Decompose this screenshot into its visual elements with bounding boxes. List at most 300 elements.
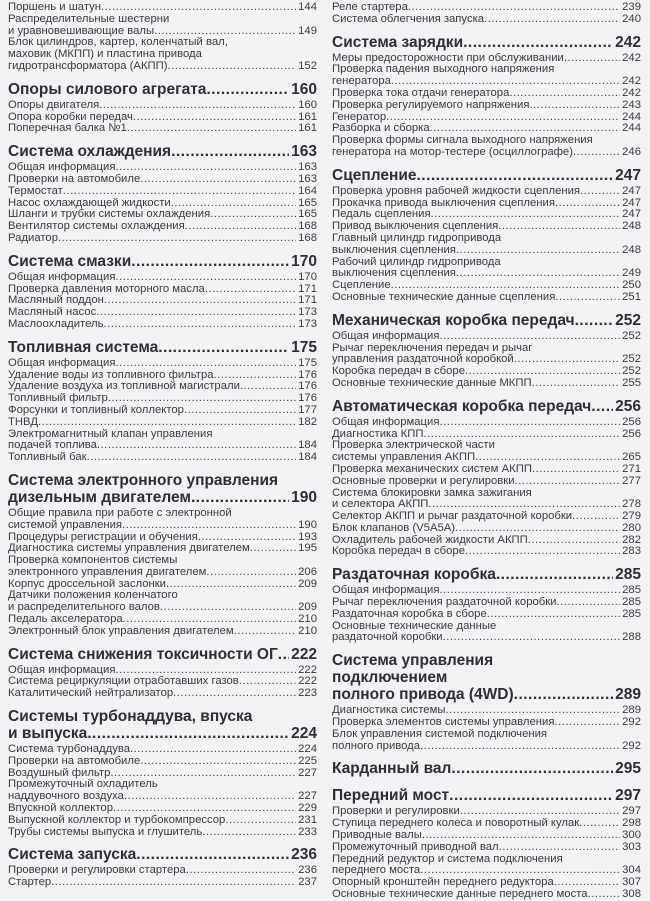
section-heading[interactable] <box>332 32 641 53</box>
toc-entry[interactable] <box>8 2 317 14</box>
entry-title: Распределительные шестерни и уравновешивающие валы ..... <box>8 14 169 37</box>
entry-title: Общая информация ..... <box>8 358 115 369</box>
toc-entry[interactable] <box>8 272 317 284</box>
toc-entry[interactable] <box>8 186 317 198</box>
entry-title: Опоры двигателя ..... <box>8 100 99 111</box>
entry-title: Главный цилиндр гидропривода выключения сцепления ..... <box>332 233 501 256</box>
toc-entry[interactable] <box>8 429 317 453</box>
entry-page-number: 244 <box>622 123 641 135</box>
entry-title: Насос охлаждающей жидкости ..... <box>8 198 171 209</box>
toc-entry[interactable] <box>8 614 317 626</box>
entry-title: Селектор АКПП и рычаг раздаточной коробки ..... <box>332 511 572 522</box>
section-title: Топливная система ..... <box>8 339 158 356</box>
entry-title: Сцепление ..... <box>332 280 391 291</box>
section-heading[interactable] <box>332 564 641 585</box>
section-page-number: 175 <box>291 338 317 356</box>
entry-title: Основные технические данные сцепления ..... <box>332 292 555 303</box>
toc-entry[interactable] <box>8 162 317 174</box>
entry-page-number: 210 <box>298 625 317 637</box>
entry-page-number: 182 <box>298 416 317 428</box>
entry-page-number: 246 <box>622 145 641 158</box>
toc-entry[interactable] <box>332 546 641 558</box>
toc-entry[interactable] <box>332 233 641 257</box>
section-heading[interactable] <box>8 844 317 865</box>
section-title: Система управления подключением полного привода (4WD) ..... <box>332 652 514 703</box>
entry-title: Проверка уровня рабочей жидкости сцепления ..... <box>332 186 580 197</box>
section-page-number: 297 <box>615 787 641 805</box>
toc-entry[interactable] <box>332 523 641 535</box>
entry-title: Электромагнитный клапан управления подачей топлива ..... <box>8 429 212 452</box>
toc-entry[interactable] <box>8 123 317 135</box>
entry-title: Приводные валы ..... <box>332 830 422 841</box>
toc-entry[interactable] <box>332 366 641 378</box>
entry-title: Удаление воды из топливного фильтра ..... <box>8 370 214 381</box>
toc-entry[interactable] <box>332 343 641 367</box>
entry-page-number: 252 <box>622 366 641 378</box>
toc-entry[interactable] <box>8 198 317 210</box>
entry-title: Масляный насос ..... <box>8 307 96 318</box>
toc-section <box>8 2 317 73</box>
toc-entry[interactable] <box>332 705 641 717</box>
entry-page-number: 223 <box>298 688 317 700</box>
section-page-number: 256 <box>615 397 641 415</box>
toc-entry[interactable] <box>332 609 641 621</box>
section-page-number: 170 <box>291 252 317 270</box>
toc-entry[interactable] <box>8 827 317 839</box>
toc-entry[interactable] <box>8 626 317 638</box>
entry-page-number: 285 <box>622 608 641 620</box>
toc-entry[interactable] <box>332 597 641 609</box>
entry-page-number: 176 <box>298 393 317 405</box>
entry-title: Ступица переднего колеса и поворотный кулак ..... <box>332 818 579 829</box>
toc-entry[interactable] <box>332 842 641 854</box>
toc-entry[interactable] <box>332 877 641 889</box>
entry-page-number: 252 <box>622 353 641 366</box>
toc-section <box>332 650 641 752</box>
entry-page-number: 285 <box>622 585 641 597</box>
entry-page-number: 240 <box>622 13 641 25</box>
toc-entry[interactable] <box>8 688 317 700</box>
entry-page-number: 249 <box>622 267 641 280</box>
section-heading[interactable] <box>332 758 641 779</box>
entry-page-number: 184 <box>298 452 317 464</box>
entry-page-number: 308 <box>622 889 641 901</box>
entry-page-number: 248 <box>622 243 641 256</box>
toc-entry[interactable] <box>8 112 317 124</box>
toc-section <box>8 706 317 838</box>
entry-title: Основные технические данные МКПП ..... <box>332 378 532 389</box>
entry-title: Впускной коллектор ..... <box>8 803 113 814</box>
entry-page-number: 173 <box>298 318 317 330</box>
toc-entry[interactable] <box>332 123 641 135</box>
toc-entry[interactable] <box>332 331 641 343</box>
toc-section <box>8 644 317 700</box>
section-heading[interactable] <box>8 141 317 162</box>
toc-entry[interactable] <box>8 233 317 245</box>
toc-entry[interactable] <box>8 452 317 464</box>
entry-page-number: 242 <box>622 75 641 88</box>
entry-title: Меры предосторожности при обслуживании ..... <box>332 53 564 64</box>
section-page-number: 224 <box>291 725 317 743</box>
entry-page-number: 250 <box>622 280 641 292</box>
entry-title: Система блокировки замка зажигания и селектора АКПП ..... <box>332 488 532 511</box>
toc-entry[interactable] <box>332 14 641 26</box>
entry-page-number: 171 <box>298 295 317 307</box>
section-page-number: 242 <box>615 33 641 51</box>
toc-entry[interactable] <box>332 100 641 112</box>
section-title: Опоры силового агрегата ..... <box>8 81 206 98</box>
entry-page-number: 209 <box>298 578 317 590</box>
toc-entry[interactable] <box>332 257 641 281</box>
entry-title: Проверка механических систем АКПП ..... <box>332 464 532 475</box>
toc-entry[interactable] <box>8 319 317 331</box>
toc-entry[interactable] <box>8 221 317 233</box>
toc-entry[interactable] <box>332 112 641 124</box>
entry-page-number: 280 <box>622 522 641 534</box>
entry-title: Проверка падения выходного напряжения генератора ..... <box>332 64 554 87</box>
entry-page-number: 160 <box>298 99 317 111</box>
entry-title: Система рециркуляции отработавших газов ..... <box>8 676 239 687</box>
entry-page-number: 144 <box>298 2 317 13</box>
entry-page-number: 236 <box>298 865 317 877</box>
toc-entry[interactable] <box>8 768 317 780</box>
toc-column-right <box>332 2 641 901</box>
entry-title: Термостат ..... <box>8 186 63 197</box>
entry-page-number: 173 <box>298 307 317 319</box>
toc-entry[interactable] <box>332 535 641 547</box>
entry-page-number: 168 <box>298 221 317 233</box>
entry-title: Генератор ..... <box>332 112 386 123</box>
section-heading[interactable] <box>332 650 641 705</box>
toc-entry[interactable] <box>8 381 317 393</box>
entry-page-number: 206 <box>298 565 317 578</box>
section-page-number: 163 <box>291 143 317 161</box>
section-heading[interactable] <box>8 337 317 358</box>
entry-title: Передний редуктор и система подключения переднего моста ..... <box>332 854 563 877</box>
entry-page-number: 298 <box>622 818 641 830</box>
toc-entry[interactable] <box>8 865 317 877</box>
entry-page-number: 175 <box>298 357 317 369</box>
toc-entry[interactable] <box>332 64 641 88</box>
section-page-number: 236 <box>291 846 317 864</box>
entry-page-number: 176 <box>298 369 317 381</box>
entry-page-number: 161 <box>298 123 317 135</box>
entry-title: Вентилятор системы охлаждения ..... <box>8 221 185 232</box>
section-page-number: 222 <box>291 645 317 663</box>
toc-entry[interactable] <box>8 543 317 555</box>
toc-entry[interactable] <box>332 830 641 842</box>
toc-section <box>332 165 641 304</box>
toc-entry[interactable] <box>332 186 641 198</box>
entry-page-number: 190 <box>298 518 317 531</box>
toc-section <box>8 251 317 331</box>
entry-title: Реле стартера ..... <box>332 2 408 13</box>
toc-entry[interactable] <box>332 476 641 488</box>
entry-page-number: 255 <box>622 377 641 389</box>
entry-page-number: 244 <box>622 111 641 123</box>
entry-title: Топливный бак ..... <box>8 452 87 463</box>
section-page-number: 252 <box>615 311 641 329</box>
toc-entry[interactable] <box>8 307 317 319</box>
toc-entry[interactable] <box>332 621 641 645</box>
entry-page-number: 247 <box>622 185 641 197</box>
entry-page-number: 251 <box>622 291 641 303</box>
entry-page-number: 233 <box>298 826 317 838</box>
entry-page-number: 304 <box>622 864 641 877</box>
entry-page-number: 224 <box>298 744 317 756</box>
toc-entry[interactable] <box>332 889 641 901</box>
entry-page-number: 222 <box>298 676 317 688</box>
section-heading[interactable] <box>8 251 317 272</box>
section-heading[interactable] <box>8 706 317 744</box>
entry-page-number: 289 <box>622 705 641 717</box>
entry-page-number: 177 <box>298 404 317 416</box>
entry-page-number: 285 <box>622 597 641 609</box>
toc-entry[interactable] <box>332 464 641 476</box>
toc-entry[interactable] <box>332 488 641 512</box>
toc-entry[interactable] <box>8 508 317 532</box>
entry-page-number: 300 <box>622 830 641 842</box>
entry-title: Разборка и сборка ..... <box>332 123 430 134</box>
entry-title: Проверка элементов системы управления ..... <box>332 717 554 728</box>
toc-entry[interactable] <box>332 717 641 729</box>
toc-entry[interactable] <box>8 284 317 296</box>
entry-title: Раздаточная коробка в сборе ..... <box>332 609 487 620</box>
entry-title: Проверка электрической части системы управления АКПП ..... <box>332 440 495 463</box>
toc-entry[interactable] <box>8 877 317 889</box>
entry-page-number: 277 <box>622 475 641 487</box>
section-title: Система запуска ..... <box>8 846 136 863</box>
entry-title: Трубы системы выпуска и глушитель ..... <box>8 827 202 838</box>
entry-title: Система турбонаддува ..... <box>8 744 130 755</box>
section-heading[interactable] <box>8 79 317 100</box>
toc-entry[interactable] <box>8 665 317 677</box>
entry-page-number: 165 <box>298 209 317 221</box>
toc-entry[interactable] <box>8 209 317 221</box>
entry-title: Основные технические данные переднего моста ..... <box>332 889 588 900</box>
toc-entry[interactable] <box>332 440 641 464</box>
toc-section <box>332 564 641 644</box>
toc-entry[interactable] <box>332 53 641 65</box>
toc-entry[interactable] <box>8 14 317 38</box>
toc-section <box>332 2 641 26</box>
toc-entry[interactable] <box>8 779 317 803</box>
toc-entry[interactable] <box>332 135 641 159</box>
toc-entry[interactable] <box>332 2 641 14</box>
entry-page-number: 243 <box>622 99 641 111</box>
entry-title: Прокачка привода выключения сцепления ..... <box>332 198 555 209</box>
section-page-number: 285 <box>615 566 641 584</box>
entry-page-number: 227 <box>298 790 317 803</box>
toc-entry[interactable] <box>332 417 641 429</box>
toc-entry[interactable] <box>8 358 317 370</box>
section-page-number: 289 <box>615 686 641 704</box>
section-page-number: 247 <box>615 166 641 184</box>
entry-page-number: 164 <box>298 185 317 197</box>
entry-title: Проверка формы сигнала выходного напряжения генератора на мотор-тестере (осциллографе) ..... <box>332 135 593 158</box>
section-heading[interactable] <box>332 396 641 417</box>
toc-entry[interactable] <box>8 37 317 72</box>
toc-entry[interactable] <box>332 88 641 100</box>
section-heading[interactable] <box>8 644 317 665</box>
entry-title: Процедуры регистрации и обучения ..... <box>8 532 198 543</box>
toc-entry[interactable] <box>332 854 641 878</box>
toc-section <box>8 141 317 245</box>
toc-entry[interactable] <box>332 209 641 221</box>
toc-column-left <box>8 2 317 889</box>
section-title: Автоматическая коробка передач ..... <box>332 398 591 415</box>
toc-section <box>332 32 641 159</box>
toc-entry[interactable] <box>8 590 317 614</box>
entry-title: Рабочий цилиндр гидропривода выключения сцепления ..... <box>332 257 501 280</box>
entry-title: Промежуточный приводной вал ..... <box>332 842 499 853</box>
toc-entry[interactable] <box>332 511 641 523</box>
toc-entry[interactable] <box>332 198 641 210</box>
entry-page-number: 171 <box>298 283 317 295</box>
entry-title: Опорный кронштейн переднего редуктора ..... <box>332 877 554 888</box>
entry-page-number: 168 <box>298 232 317 244</box>
toc-entry[interactable] <box>332 378 641 390</box>
section-title: Сцепление ..... <box>332 167 416 184</box>
toc-entry[interactable] <box>8 555 317 579</box>
entry-page-number: 292 <box>622 717 641 729</box>
entry-page-number: 209 <box>298 601 317 614</box>
entry-page-number: 288 <box>622 631 641 644</box>
entry-page-number: 252 <box>622 330 641 342</box>
toc-entry[interactable] <box>8 756 317 768</box>
entry-title: Поперечная балка №1 ..... <box>8 123 127 134</box>
entry-title: Проверки на автомобиле ..... <box>8 756 140 767</box>
section-title: Карданный вал ..... <box>332 760 451 777</box>
entry-page-number: 242 <box>622 87 641 99</box>
entry-page-number: 247 <box>622 209 641 221</box>
entry-title: Система облегчения запуска ..... <box>332 14 484 25</box>
toc-entry[interactable] <box>8 815 317 827</box>
entry-title: Педаль акселератора ..... <box>8 614 123 625</box>
section-heading[interactable] <box>332 310 641 331</box>
entry-page-number: 282 <box>622 534 641 546</box>
entry-page-number: 193 <box>298 531 317 543</box>
section-page-number: 160 <box>291 80 317 98</box>
toc-entry[interactable] <box>8 744 317 756</box>
entry-page-number: 278 <box>622 498 641 511</box>
section-title: Передний мост ..... <box>332 787 449 804</box>
entry-page-number: 239 <box>622 2 641 13</box>
toc-entry[interactable] <box>8 532 317 544</box>
entry-page-number: 184 <box>298 439 317 452</box>
entry-page-number: 297 <box>622 806 641 818</box>
entry-title: Проверки и регулировки ..... <box>332 806 460 817</box>
toc-entry[interactable] <box>332 292 641 304</box>
section-title: Раздаточная коробка ..... <box>332 566 496 583</box>
entry-page-number: 225 <box>298 755 317 767</box>
entry-page-number: 242 <box>622 52 641 64</box>
toc-section <box>8 470 317 638</box>
entry-title: Проверка компонентов системы электронного управления двигателем ..... <box>8 555 206 578</box>
toc-section <box>332 785 641 900</box>
toc-entry[interactable] <box>332 429 641 441</box>
entry-title: Проверка давления моторного масла ..... <box>8 284 205 295</box>
toc-entry[interactable] <box>8 405 317 417</box>
entry-title: Рычаг переключения передач и рычаг управления раздаточной коробкой ..... <box>332 343 532 366</box>
entry-title: Проверки на автомобиле ..... <box>8 174 140 185</box>
toc-entry[interactable] <box>332 221 641 233</box>
entry-page-number: 265 <box>622 451 641 464</box>
entry-page-number: 231 <box>298 814 317 826</box>
toc-entry[interactable] <box>8 676 317 688</box>
entry-page-number: 152 <box>298 59 317 72</box>
toc-entry[interactable] <box>8 579 317 591</box>
entry-title: Промежуточный охладитель наддувочного воздуха ..... <box>8 779 158 802</box>
entry-title: Диагностика системы управления двигателем ..... <box>8 543 250 554</box>
toc-entry[interactable] <box>8 100 317 112</box>
entry-title: Шланги и трубки системы охлаждения ..... <box>8 209 210 220</box>
entry-page-number: 271 <box>622 463 641 475</box>
section-page-number: 295 <box>615 760 641 778</box>
toc-entry[interactable] <box>8 393 317 405</box>
entry-page-number: 149 <box>298 24 317 37</box>
section-heading[interactable] <box>8 470 317 508</box>
toc-section <box>8 337 317 464</box>
entry-title: Диагностика системы ..... <box>332 705 445 716</box>
entry-page-number: 227 <box>298 767 317 779</box>
entry-title: Привод выключения сцепления ..... <box>332 221 498 232</box>
toc-entry[interactable] <box>8 803 317 815</box>
toc-entry[interactable] <box>332 818 641 830</box>
entry-title: Общая информация ..... <box>8 272 115 283</box>
entry-title: Маслоохладитель ..... <box>8 319 103 330</box>
entry-title: Проверка регулируемого напряжения ..... <box>332 100 529 111</box>
section-title: Система электронного управления дизельным двигателем ..... <box>8 472 278 506</box>
entry-title: Корпус дроссельной заслонки ..... <box>8 579 166 590</box>
entry-title: Выпускной коллектор и турбокомпрессор ..... <box>8 815 225 826</box>
entry-title: Датчики положения коленчатого и распределительного валов ..... <box>8 590 178 613</box>
entry-title: Блок цилиндров, картер, коленчатый вал, маховик (МКПП) и пластина привода гидротрансформатора (АКПП) ..... <box>8 37 228 72</box>
entry-title: Блок клапанов (V5A5A) ..... <box>332 523 455 534</box>
toc-entry[interactable] <box>8 295 317 307</box>
toc-entry[interactable] <box>332 585 641 597</box>
entry-title: Каталитический нейтрализатор ..... <box>8 688 173 699</box>
entry-title: Общая информация ..... <box>8 162 115 173</box>
section-heading[interactable] <box>332 165 641 186</box>
entry-page-number: 247 <box>622 197 641 209</box>
entry-title: Коробка передач в сборе ..... <box>332 366 465 377</box>
entry-page-number: 229 <box>298 803 317 815</box>
toc-section <box>332 310 641 390</box>
toc-entry[interactable] <box>8 370 317 382</box>
entry-title: Электронный блок управления двигателем ..... <box>8 626 234 637</box>
section-title: Система зарядки ..... <box>332 34 463 51</box>
entry-title: ТНВД ..... <box>8 417 38 428</box>
section-title: Система смазки ..... <box>8 253 131 270</box>
entry-title: Диагностика КПП ..... <box>332 429 423 440</box>
section-heading[interactable] <box>332 785 641 806</box>
entry-title: Общая информация ..... <box>8 665 115 676</box>
entry-page-number: 292 <box>622 739 641 752</box>
entry-title: Проверки и регулировки стартера ..... <box>8 865 186 876</box>
entry-title: Педаль сцепления ..... <box>332 209 431 220</box>
entry-title: Блок управления системой подключения полного привода ..... <box>332 729 547 752</box>
toc-entry[interactable] <box>332 280 641 292</box>
toc-entry[interactable] <box>332 806 641 818</box>
toc-entry[interactable] <box>8 417 317 429</box>
entry-title: Охладитель рабочей жидкости АКПП ..... <box>332 535 528 546</box>
entry-title: Радиатор ..... <box>8 233 58 244</box>
toc-entry[interactable] <box>8 174 317 186</box>
section-title: Система охлаждения ..... <box>8 143 171 160</box>
entry-page-number: 222 <box>298 664 317 676</box>
toc-entry[interactable] <box>332 729 641 753</box>
